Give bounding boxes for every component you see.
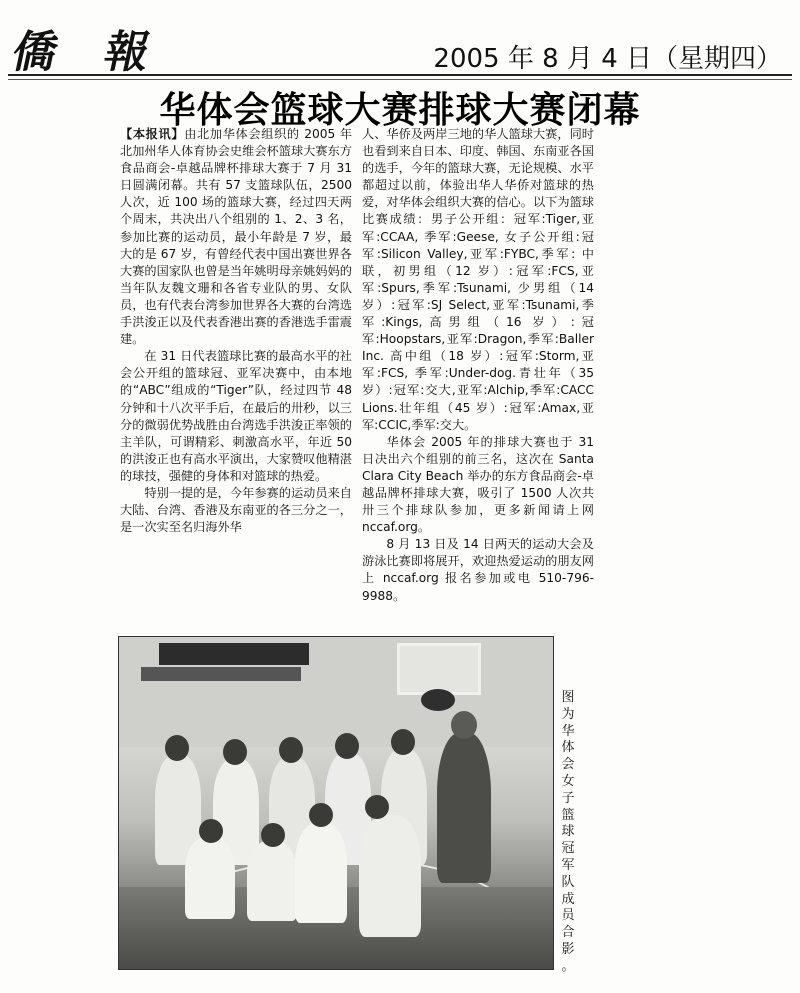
article-paragraph: 特别一提的是，今年参赛的运动员来自大陆、台湾、香港及东南亚的各三分之一，是一次实至名归海外华 [120, 485, 352, 535]
article-column-left [120, 126, 352, 536]
photo-banner-sign [141, 667, 301, 681]
photo-banner [159, 643, 309, 665]
player-head [199, 819, 223, 843]
player-figure [247, 841, 297, 921]
article-tag: 【本报讯】 [120, 127, 185, 141]
player-head [335, 733, 359, 759]
photo-logo [421, 689, 455, 711]
player-figure [295, 823, 347, 923]
headline: 华体会篮球大赛排球大赛闭幕 [159, 90, 641, 131]
newspaper-name: 僑報 [7, 27, 203, 78]
player-figure [185, 837, 235, 919]
player-head [261, 823, 285, 847]
masthead-rule-thin [8, 79, 792, 80]
player-head [223, 739, 247, 765]
article-paragraph: 华体会 2005 年的排球大赛也于 31 日决出六个组别的前三名，这次在 Santa Clara City Beach 举办的东方食品商会-卓越品牌杯排球大赛，吸引了 1500 人次共卅三个排球队参加，更多新闻请上网 nccaf.org。 [362, 434, 594, 535]
article-paragraph: 8 月 13 日及 14 日两天的运动大会及游泳比赛即将展开，欢迎热爱运动的朋友网上 nccaf.org 报名参加或电 510-796-9988。 [362, 537, 594, 603]
photo-caption: 图 为 华 体 会 女 子 篮 球 冠 军 队 成 员 合 影 。 [561, 690, 575, 974]
article-paragraph: 人、华侨及两岸三地的华人篮球大赛，同时也看到来自日本、印度、韩国、东南亚各国的选手，今年的篮球大赛，无论规模、水平都超过以前，体验出华人华侨对篮球的热爱，对华体会组织大赛的信心。以下为篮球比赛成绩：男子公开组：冠军:Tiger,亚军:CCAA, 季军:Geese, 女子公开组:冠军:Silicon Valley,亚军:FYBC,季军: 中联，初男组（12 岁）:冠军:FCS,亚军:Spurs,季军:Tsunami, 少男组（14 岁）:冠军:SJ Select,亚军:Tsunami,季军:Kings,高男组（16 岁）:冠军:Hoopstars,亚军:Dragon,季军:Baller Inc. 高中组（18 岁）:冠军:Storm,亚军:FCS, 季军:Under-dog.青壮年（35 岁）:冠军:交大,亚军:Alchip,季军:CACC Lions.壮年组（45 岁）:冠军:Amax,亚军:CCIC,季军:交大。 [362, 127, 594, 432]
issue-date: 2005 年 8 月 4 日（星期四） [433, 44, 782, 74]
masthead-rule [8, 74, 792, 76]
article-column-right [362, 126, 594, 605]
article-paragraph: 【本报讯】由北加华体会组织的 2005 年北加州华人体育协会史维会杯篮球大赛东方食品商会-卓越品牌杯排球大赛于 7 月 31 日圆满闭幕。共有 57 支篮球队伍，2500 人次，近 100 场的篮球大赛，经过四天两个周末，共决出八个组别的 1、2、3 名，参加比赛的运动员，最小年龄是 7 岁，最大的是 67 岁，有曾经代表中国出赛世界各大赛的国家队也曾是当年姚明母亲姚妈妈的当年队友魏文珊和各省专业队的男、女队员，也有代表台湾参加世界各大赛的台湾选手洪浚正以及代表香港出赛的香港选手雷震建。 [120, 127, 353, 347]
masthead [0, 0, 800, 82]
article-paragraph: 在 31 日代表篮球比赛的最高水平的社会公开组的篮球冠、亚军决赛中，由本地的“ABC”组成的“Tiger”队，经过四节 48 分钟和十八次平手后，在最后的卅秒，以三分的微弱优势战胜由台湾选手洪浚正率领的主羊队，可谓精彩、刺激高水平，年近 50 的洪浚正也有高水平演出，大家赞叹他精湛的球技，强健的身体和对篮球的热爱。 [120, 349, 352, 483]
player-figure [359, 815, 421, 937]
team-photo [118, 636, 554, 970]
player-head [365, 795, 389, 819]
coach-figure [437, 733, 491, 883]
player-head [279, 737, 303, 763]
player-head [165, 735, 189, 761]
player-head [309, 803, 333, 827]
player-head [391, 729, 415, 755]
coach-head [451, 711, 477, 739]
basketball-hoop [397, 643, 481, 695]
